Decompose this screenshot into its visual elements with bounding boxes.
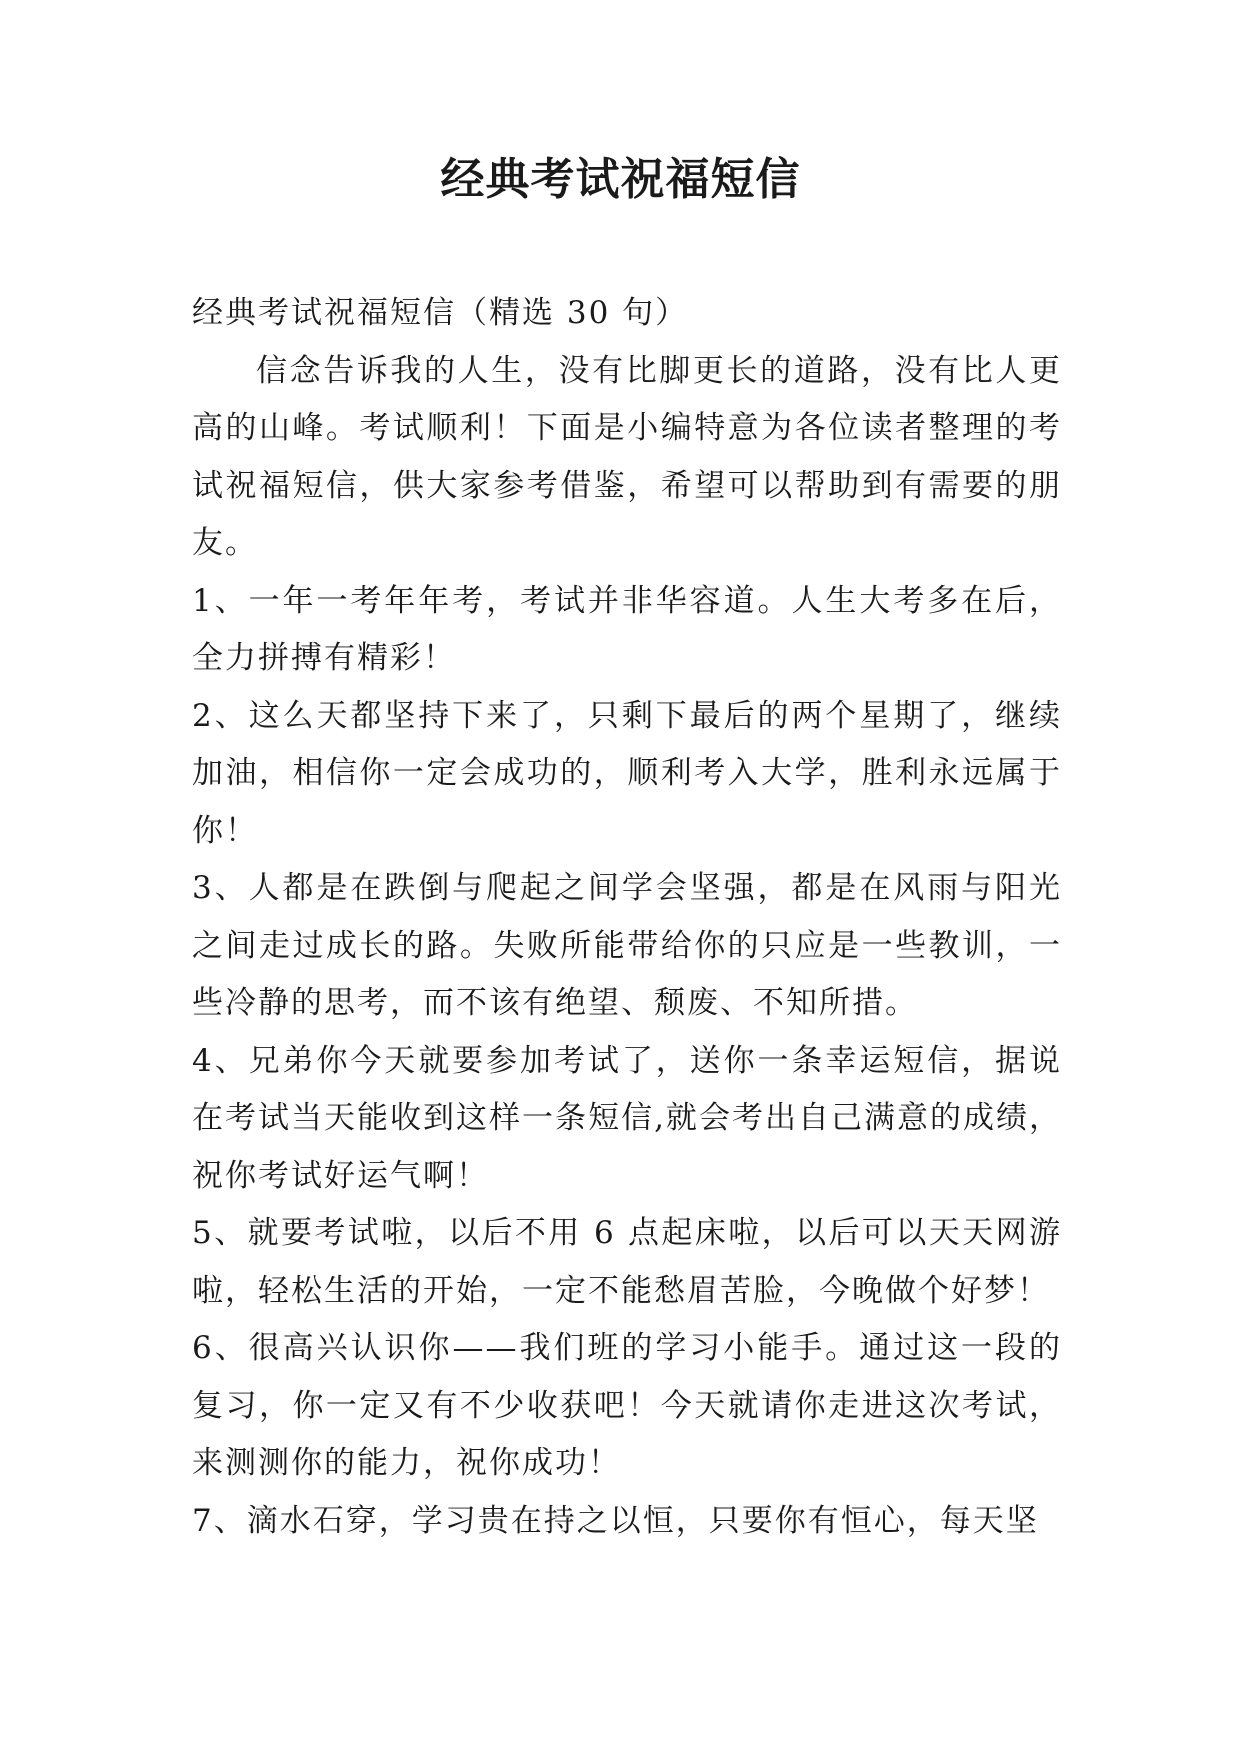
list-item: 2、这么天都坚持下来了，只剩下最后的两个星期了，继续加油，相信你一定会成功的，顺利考入大学，胜利永远属于你！ (192, 697, 1062, 849)
document-title: 经典考试祝福短信 (440, 154, 801, 205)
list-item: 1、一年一考年年考，考试并非华容道。人生大考多在后，全力拼搏有精彩！ (192, 582, 1062, 676)
list-item: 4、兄弟你今天就要参加考试了，送你一条幸运短信，据说在考试当天能收到这样一条短信,就会考出自己满意的成绩，祝你考试好运气啊！ (192, 1042, 1062, 1194)
intro-paragraph: 信念告诉我的人生，没有比脚更长的道路，没有比人更高的山峰。考试顺利！下面是小编特意为各位读者整理的考试祝福短信，供大家参考借鉴，希望可以帮助到有需要的朋友。 (192, 352, 1062, 561)
list-item: 5、就要考试啦，以后不用 6 点起床啦，以后可以天天网游啦，轻松生活的开始，一定不能愁眉苦脸，今晚做个好梦！ (192, 1215, 1062, 1309)
list-item: 6、很高兴认识你——我们班的学习小能手。通过这一段的复习，你一定又有不少收获吧！今天就请你走进这次考试，来测测你的能力，祝你成功！ (192, 1330, 1062, 1481)
document-body (192, 285, 1062, 1550)
list-item: 3、人都是在跌倒与爬起之间学会坚强，都是在风雨与阳光之间走过成长的路。失败所能带给你的只应是一些教训，一些冷静的思考，而不该有绝望、颓废、不知所措。 (192, 870, 1062, 1021)
document-subtitle: 经典考试祝福短信（精选 30 句） (192, 295, 689, 331)
list-item: 7、滴水石穿，学习贵在持之以恒，只要你有恒心，每天坚 (192, 1502, 1039, 1539)
